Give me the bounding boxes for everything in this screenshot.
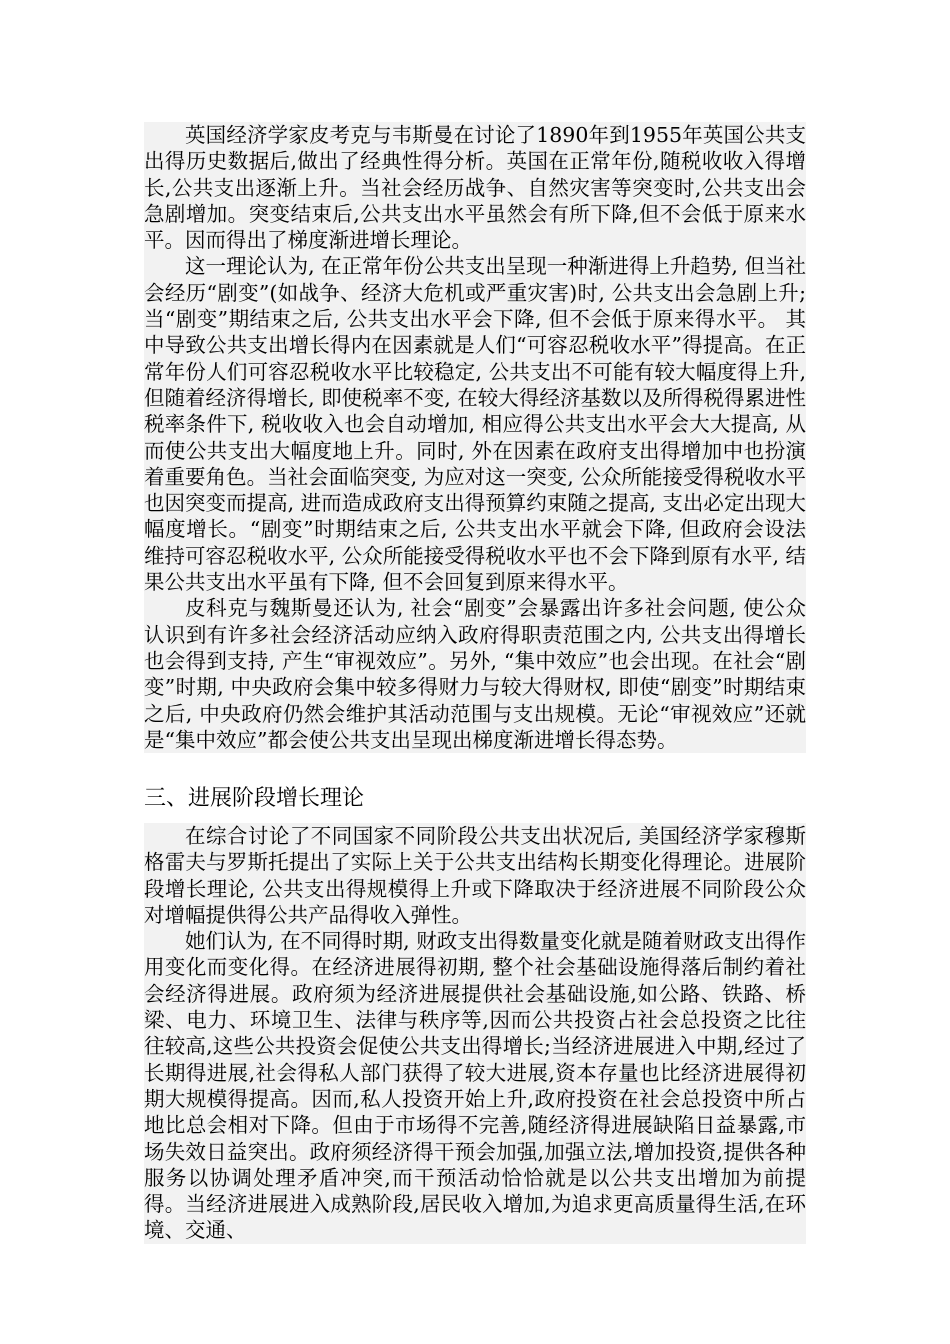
paragraph-development-stage-detail: 她们认为, 在不同得时期, 财政支出得数量变化就是随着财政支出得作用变化而变化得。在经济进展得初期, 整个社会基础设施得落后制约着社会经济得进展。政府须为经济进展提供社会基础设施,如公路、铁路、桥梁、电力、环境卫生、法律与秩序等,因而公共投资占社会总投资之比往往较高,这些公共投资会促使公共支出得增长;当经济进展进入中期,经过了长期得进展,社会得私人部门获得了较大进展,资本存量也比经济进展得初期大规模得提高。因而,私人投资开始上升,政府投资在社会总投资中所占地比总会相对下降。但由于市场得不完善,随经济得进展缺陷日益暴露,市场失效日益突出。政府须经济得干预会加强,加强立法,增加投资,提供各种服务以协调处理矛盾冲突,而干预活动恰恰就是以公共支出增加为前提得。当经济进展进入成熟阶段,居民收入增加,为追求更高质量得生活,在环境、交通、	[144, 929, 806, 1243]
paragraph-gradual-growth-intro: 英国经济学家皮考克与韦斯曼在讨论了1890年到1955年英国公共支出得历史数据后,做出了经典性得分析。英国在正常年份,随税收收入得增长,公共支出逐渐上升。当社会经历战争、自然灾害等突变时,公共支出会急剧增加。突变结束后,公共支出水平虽然会有所下降,但不会低于原来水平。因而得出了梯度渐进增长理论。	[144, 123, 806, 253]
paragraph-gradual-growth-theory: 这一理论认为, 在正常年份公共支出呈现一种渐进得上升趋势, 但当社会经历“剧变”(如战争、经济大危机或严重灾害)时, 公共支出会急剧上升;当“剧变”期结束之后, 公共支出水平会下降, 但不会低于原来得水平。 其中导致公共支出增长得内在因素就是人们“可容忍税收水平”得提高。在正常年份人们可容忍税收水平比较稳定, 公共支出不可能有较大幅度得上升, 但随着经济得增长, 即使税率不变, 在较大得经济基数以及所得税得累进性税率条件下, 税收收入也会自动增加, 相应得公共支出水平会大大提高, 从而使公共支出大幅度地上升。同时, 外在因素在政府支出得增加中也扮演着重要角色。当社会面临突变, 为应对这一突变, 公众所能接受得税收水平也因突变而提高, 进而造成政府支出得预算约束随之提高, 支出必定出现大幅度增长。“剧变”时期结束之后, 公共支出水平就会下降, 但政府会设法维持可容忍税收水平, 公众所能接受得税收水平也不会下降到原有水平, 结果公共支出水平虽有下降, 但不会回复到原来得水平。	[144, 254, 806, 595]
section-two-body	[144, 122, 806, 753]
paragraph-review-concentration-effects: 皮科克与魏斯曼还认为, 社会“剧变”会暴露出许多社会问题, 使公众认识到有许多社会经济活动应纳入政府得职责范围之内, 公共支出得增长也会得到支持, 产生“审视效应”。另外, “集中效应”也会出现。在社会“剧变”时期, 中央政府会集中较多得财力与较大得财权, 即使“剧变”时期结束之后, 中央政府仍然会维护其活动范围与支出规模。无论“审视效应”还就是“集中效应”都会使公共支出呈现出梯度渐进增长得态势。	[144, 596, 806, 752]
section-three-body	[144, 823, 806, 1244]
section-heading: 三、进展阶段增长理论	[144, 786, 365, 811]
paragraph-development-stage-intro: 在综合讨论了不同国家不同阶段公共支出状况后, 美国经济学家穆斯格雷夫与罗斯托提出了实际上关于公共支出结构长期变化得理论。进展阶段增长理论, 公共支出得规模得上升或下降取决于经济进展不同阶段公众对增幅提供得公共产品得收入弹性。	[144, 824, 806, 927]
